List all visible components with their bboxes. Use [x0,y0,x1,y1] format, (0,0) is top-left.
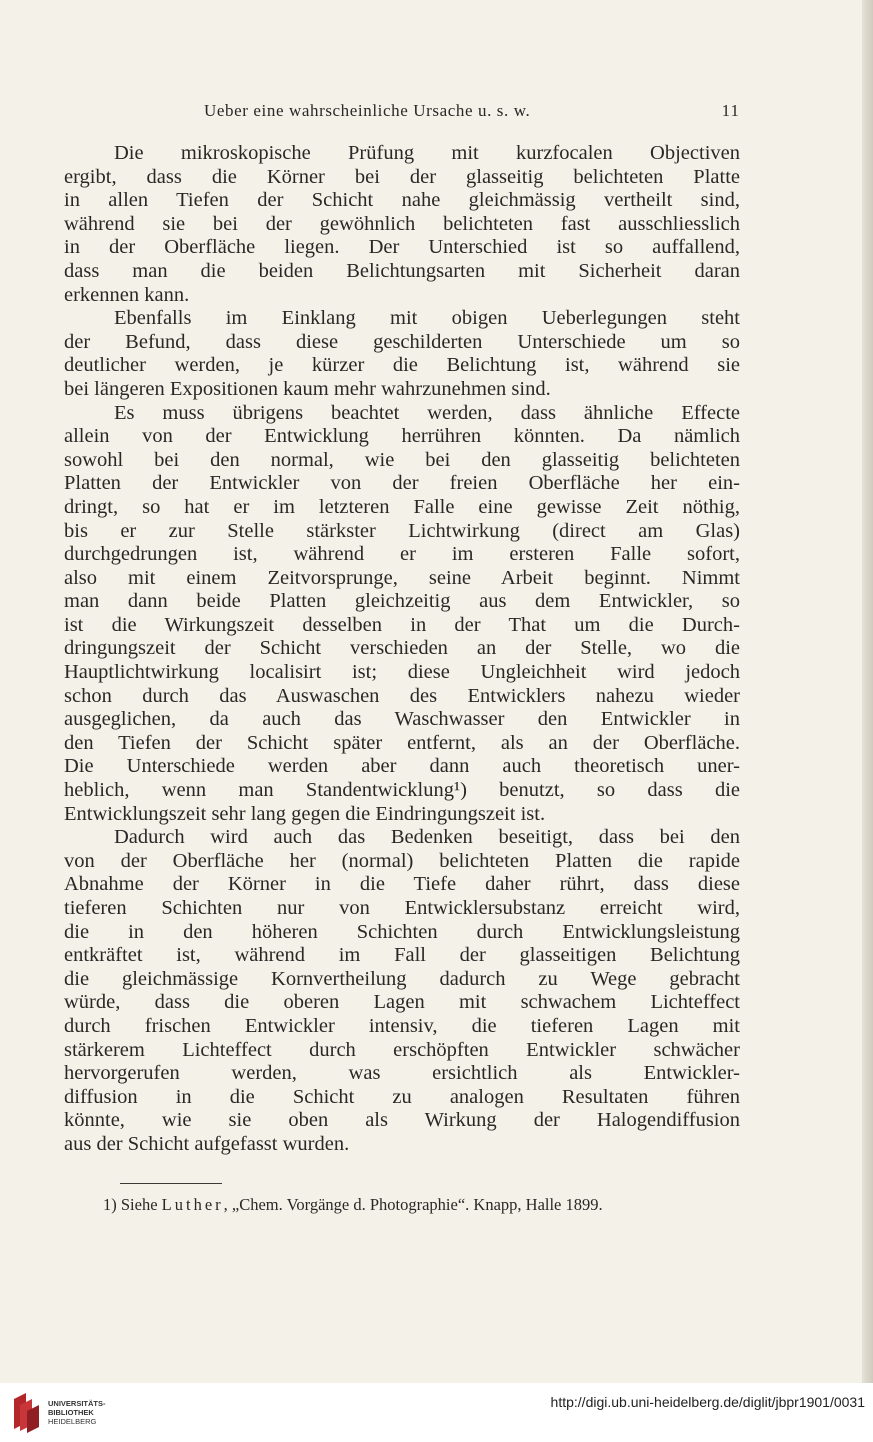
text-line: könnte, wie sie oben als Wirkung der Halogendiffusion [64,1109,740,1132]
footnote-text-before: Siehe [120,1195,158,1214]
text-line: bis er zur Stelle stärkster Lichtwirkung (direct am Glas) [64,519,740,542]
text-line: durch frischen Entwickler intensiv, die tieferen Lagen mit [64,1014,740,1037]
page-edge [862,0,873,1383]
text-line: Dadurch wird auch das Bedenken beseitigt, dass bei den [114,826,740,849]
text-line: ist die Wirkungszeit desselben in der That um die Durch- [64,613,740,636]
page-header [64,101,740,125]
text-line: die gleichmässige Kornvertheilung dadurch zu Wege gebracht [64,967,740,990]
paragraph [64,402,740,827]
library-logo-text: UNIVERSITÄTS- BIBLIOTHEK HEIDELBERG [48,1399,106,1426]
paragraph [64,307,740,401]
footnote-author: Luther [161,1195,224,1214]
text-line: entkräftet ist, während im Fall der glasseitigen Belichtung [64,944,740,967]
footnote-text-after: , „Chem. Vorgänge d. Photographie“. Knapp, Halle 1899. [223,1195,603,1214]
paragraph [64,142,740,307]
text-line: heblich, wenn man Standentwicklung¹) benutzt, so dass die [64,779,740,802]
text-line: ausgeglichen, da auch das Waschwasser den Entwickler in [64,708,740,731]
text-line: die in den höheren Schichten durch Entwicklungsleistung [64,920,740,943]
text-line: Die Unterschiede werden aber dann auch theoretisch uner- [64,755,740,778]
text-line: bei längeren Expositionen kaum mehr wahrzunehmen sind. [64,377,551,400]
text-line: in der Oberfläche liegen. Der Unterschied ist so auffallend, [64,236,740,259]
text-line: tieferen Schichten nur von Entwicklersubstanz erreicht wird, [64,897,740,919]
text-line: also mit einem Zeitvorsprunge, seine Arbeit beginnt. Nimmt [64,566,740,589]
text-line: diffusion in die Schicht zu analogen Resultaten führen [64,1085,740,1108]
text-line: den Tiefen der Schicht später entfernt, als an der Oberfläche. [64,731,740,754]
text-line: Hauptlichtwirkung localisirt ist; diese Ungleichheit wird jedoch [64,661,740,684]
text-line: man dann beide Platten gleichzeitig aus dem Entwickler, so [64,590,740,613]
footnote-marker: 1) [103,1195,117,1214]
text-line: Entwicklungszeit sehr lang gegen die Eindringungszeit ist. [64,802,546,825]
library-logo[interactable] [10,1389,120,1435]
digitization-footer [0,1383,873,1442]
text-line: in allen Tiefen der Schicht nahe gleichmässig vertheilt sind, [64,189,740,212]
footnote-rule [120,1183,222,1184]
running-title: Ueber eine wahrscheinliche Ursache u. s. w. [204,101,531,120]
body-text [64,142,740,1157]
text-line: dringungszeit der Schicht verschieden an der Stelle, wo die [64,637,740,660]
source-url-link[interactable]: http://digi.ub.uni-heidelberg.de/diglit/jbpr1901/0031 [550,1394,865,1410]
text-line: Platten der Entwickler von der freien Oberfläche her ein- [64,472,740,495]
paragraph [64,826,740,1156]
text-line: Die mikroskopische Prüfung mit kurzfocalen Objectiven [114,142,740,164]
text-line: Ebenfalls im Einklang mit obigen Ueberlegungen steht [114,307,740,330]
page-number: 11 [721,101,740,120]
text-line: würde, dass die oberen Lagen mit schwachem Lichteffect [64,991,740,1014]
text-line: ergibt, dass die Körner bei der glasseitig belichteten Platte [64,165,740,188]
text-line: durchgedrungen ist, während er im ersteren Falle sofort, [64,543,740,566]
text-line: schon durch das Auswaschen des Entwicklers nahezu wieder [64,684,740,707]
text-line: Es muss übrigens beachtet werden, dass ähnliche Effecte [114,401,740,424]
text-line: sowohl bei den normal, wie bei den glasseitig belichteten [64,448,740,471]
text-line: erkennen kann. [64,283,190,306]
text-line: Abnahme der Körner in die Tiefe daher rührt, dass diese [64,873,740,896]
text-line: von der Oberfläche her (normal) belichteten Platten die rapide [64,849,740,872]
text-line: dringt, so hat er im letzteren Falle eine gewisse Zeit nöthig, [64,495,740,518]
text-line: deutlicher werden, je kürzer die Belichtung ist, während sie [64,354,740,377]
footnote [103,1195,743,1215]
text-line: der Befund, dass diese geschilderten Unterschiede um so [64,330,740,353]
text-line: dass man die beiden Belichtungsarten mit Sicherheit daran [64,259,740,282]
text-line: während sie bei der gewöhnlich belichteten fast ausschliesslich [64,212,740,235]
library-logo-icon [10,1389,44,1435]
text-line: allein von der Entwicklung herrühren könnten. Da nämlich [64,425,740,448]
text-line: hervorgerufen werden, was ersichtlich als Entwickler- [64,1062,740,1085]
text-line: aus der Schicht aufgefasst wurden. [64,1132,350,1155]
text-line: stärkerem Lichteffect durch erschöpften Entwickler schwächer [64,1038,740,1061]
